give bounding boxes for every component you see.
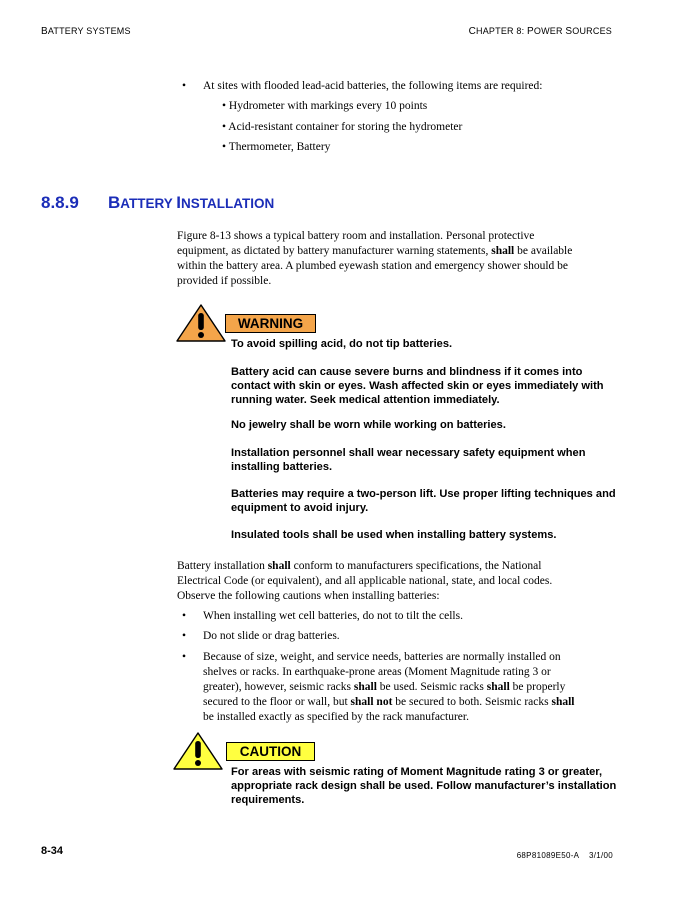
sub-list-item: • Thermometer, Battery — [222, 141, 331, 153]
running-header-right: CHAPTER 8: POWER SOURCES — [468, 26, 612, 37]
body-paragraph: Figure 8-13 shows a typical battery room and installation. Personal protective equipment, as dictated by battery manufacturer warning statements, shall be available within the battery area. A plumbed eyewash station and emergency shower should be provided if possible. — [177, 230, 573, 287]
section-number: 8.8.9 — [41, 193, 79, 212]
page-number: 8-34 — [41, 845, 64, 857]
document-id: 68P81089E50-A 3/1/00 — [516, 851, 613, 860]
bullet-icon: • — [182, 651, 187, 663]
sub-list-item: • Hydrometer with markings every 10 points — [222, 100, 428, 112]
warning-item: Insulated tools shall be used when installing battery systems. — [231, 529, 557, 541]
body-paragraph: Battery installation shall conform to manufacturers specifications, the National Electrical Code (or equivalent), and all applicable national, state, and local codes. Observe the following cautions when installing batteries: — [177, 560, 553, 602]
caution-label: CAUTION — [226, 742, 315, 761]
running-header-left: BATTERY SYSTEMS — [41, 26, 131, 37]
warning-item: No jewelry shall be worn while working on batteries. — [231, 419, 506, 431]
bullet-icon: • — [182, 630, 187, 642]
warning-item: To avoid spilling acid, do not tip batteries. — [231, 338, 453, 350]
sub-list-item: • Acid-resistant container for storing the hydrometer — [222, 121, 463, 133]
warning-item: Installation personnel shall wear necessary safety equipment when installing batteries. — [231, 447, 586, 473]
warning-item: Batteries may require a two-person lift. Use proper lifting techniques and equipment to avoid injury. — [231, 488, 616, 514]
warning-triangle-icon — [176, 304, 226, 342]
bullet-icon: • — [182, 610, 187, 622]
warning-label: WARNING — [225, 314, 316, 333]
section-title: BATTERY INSTALLATION — [108, 193, 275, 212]
caution-triangle-icon — [173, 732, 223, 770]
caution-text: For areas with seismic rating of Moment Magnitude rating 3 or greater, appropriate rack design shall be used. Follow manufacturer’s installation requirements. — [231, 766, 617, 806]
warning-item: Battery acid can cause severe burns and blindness if it comes into contact with skin or eyes. Wash affected skin or eyes immediately with running water. Seek medical attention immediately. — [231, 366, 604, 406]
bullet-icon: • — [182, 80, 187, 92]
